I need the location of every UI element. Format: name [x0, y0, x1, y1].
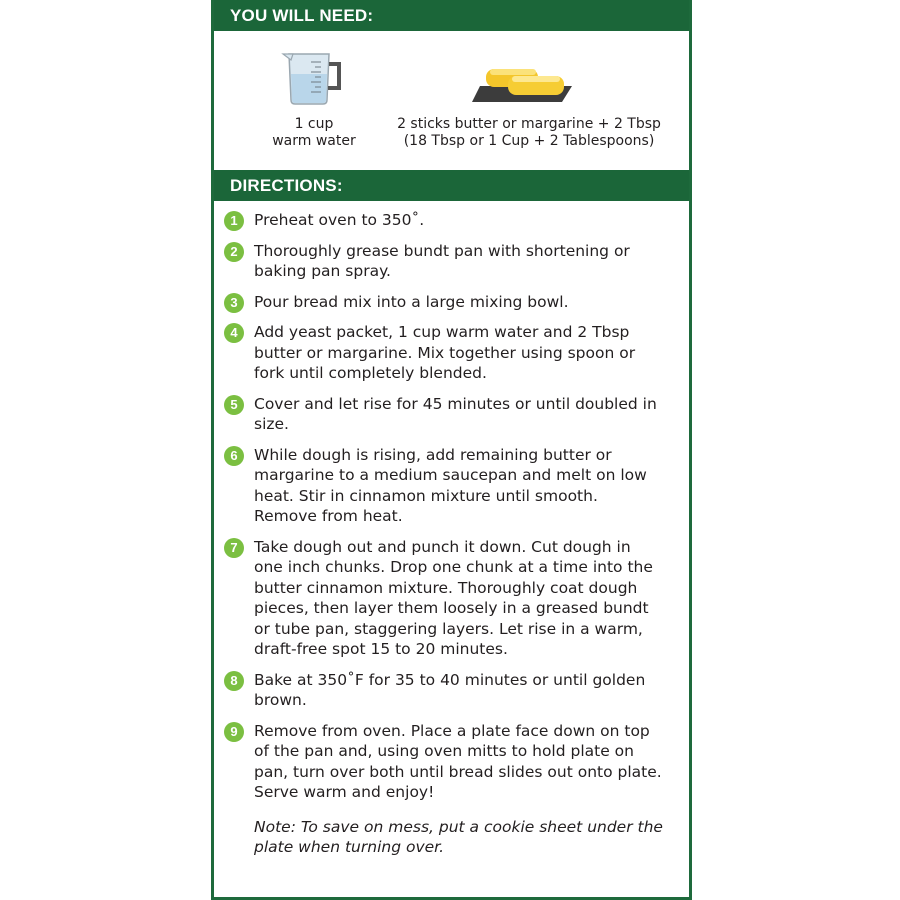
step-7	[224, 537, 664, 660]
step-9	[224, 721, 664, 803]
step-6	[224, 445, 664, 527]
step-number-badge: 1	[224, 211, 244, 231]
step-8	[224, 670, 664, 711]
step-3	[224, 292, 664, 313]
step-number-badge: 3	[224, 293, 244, 313]
step-text: Bake at 350˚F for 35 to 40 minutes or until golden brown.	[254, 670, 646, 709]
you-will-need-header: YOU WILL NEED:	[214, 0, 689, 31]
step-text: Add yeast packet, 1 cup warm water and 2 Tbsp butter or margarine. Mix together using spoon or fork until completely blended.	[254, 323, 636, 382]
recipe-card	[211, 0, 692, 900]
butter-equivalent: (18 Tbsp or 1 Cup + 2 Tablespoons)	[403, 133, 655, 149]
step-number-badge: 8	[224, 671, 244, 691]
directions-list	[224, 210, 664, 858]
water-description: warm water	[272, 133, 356, 149]
step-number-badge: 6	[224, 446, 244, 466]
step-number-badge: 4	[224, 323, 244, 343]
butter-amount: 2 sticks butter or margarine + 2 Tbsp	[397, 116, 661, 132]
step-1	[224, 210, 664, 231]
step-5	[224, 394, 664, 435]
step-text: Preheat oven to 350˚.	[254, 211, 425, 229]
water-amount: 1 cup	[294, 116, 334, 132]
step-text: Pour bread mix into a large mixing bowl.	[254, 292, 569, 311]
step-text: Remove from oven. Place a plate face down on top of the pan and, using oven mitts to hold plate on pan, turn over both until bread slides out onto plate. Serve warm and enjoy!	[254, 721, 662, 801]
step-number-badge: 5	[224, 395, 244, 415]
directions-header: DIRECTIONS:	[214, 170, 689, 201]
step-number-badge: 2	[224, 242, 244, 262]
step-text: While dough is rising, add remaining butter or margarine to a medium saucepan and melt on low heat. Stir in cinnamon mixture until smooth. Remove from heat.	[254, 445, 647, 525]
step-number-badge: 9	[224, 722, 244, 742]
step-text: Thoroughly grease bundt pan with shortening or baking pan spray.	[254, 241, 630, 280]
step-2	[224, 241, 664, 282]
water-item-text	[259, 116, 369, 150]
step-4	[224, 322, 664, 384]
step-text: Cover and let rise for 45 minutes or until doubled in size.	[254, 394, 657, 433]
measuring-cup-icon	[281, 52, 351, 108]
step-number-badge: 7	[224, 538, 244, 558]
step-text: Take dough out and punch it down. Cut dough in one inch chunks. Drop one chunk at a time into the butter cinnamon mixture. Thoroughly coat dough pieces, then layer them loosely in a greased bundt or tube pan, staggering layers. Let rise in a warm, draft-free spot 15 to 20 minutes.	[254, 537, 653, 658]
tip-note: Note: To save on mess, put a cookie sheet under the plate when turning over.	[254, 817, 663, 856]
butter-sticks-icon	[472, 64, 582, 108]
butter-item-text	[384, 116, 674, 150]
